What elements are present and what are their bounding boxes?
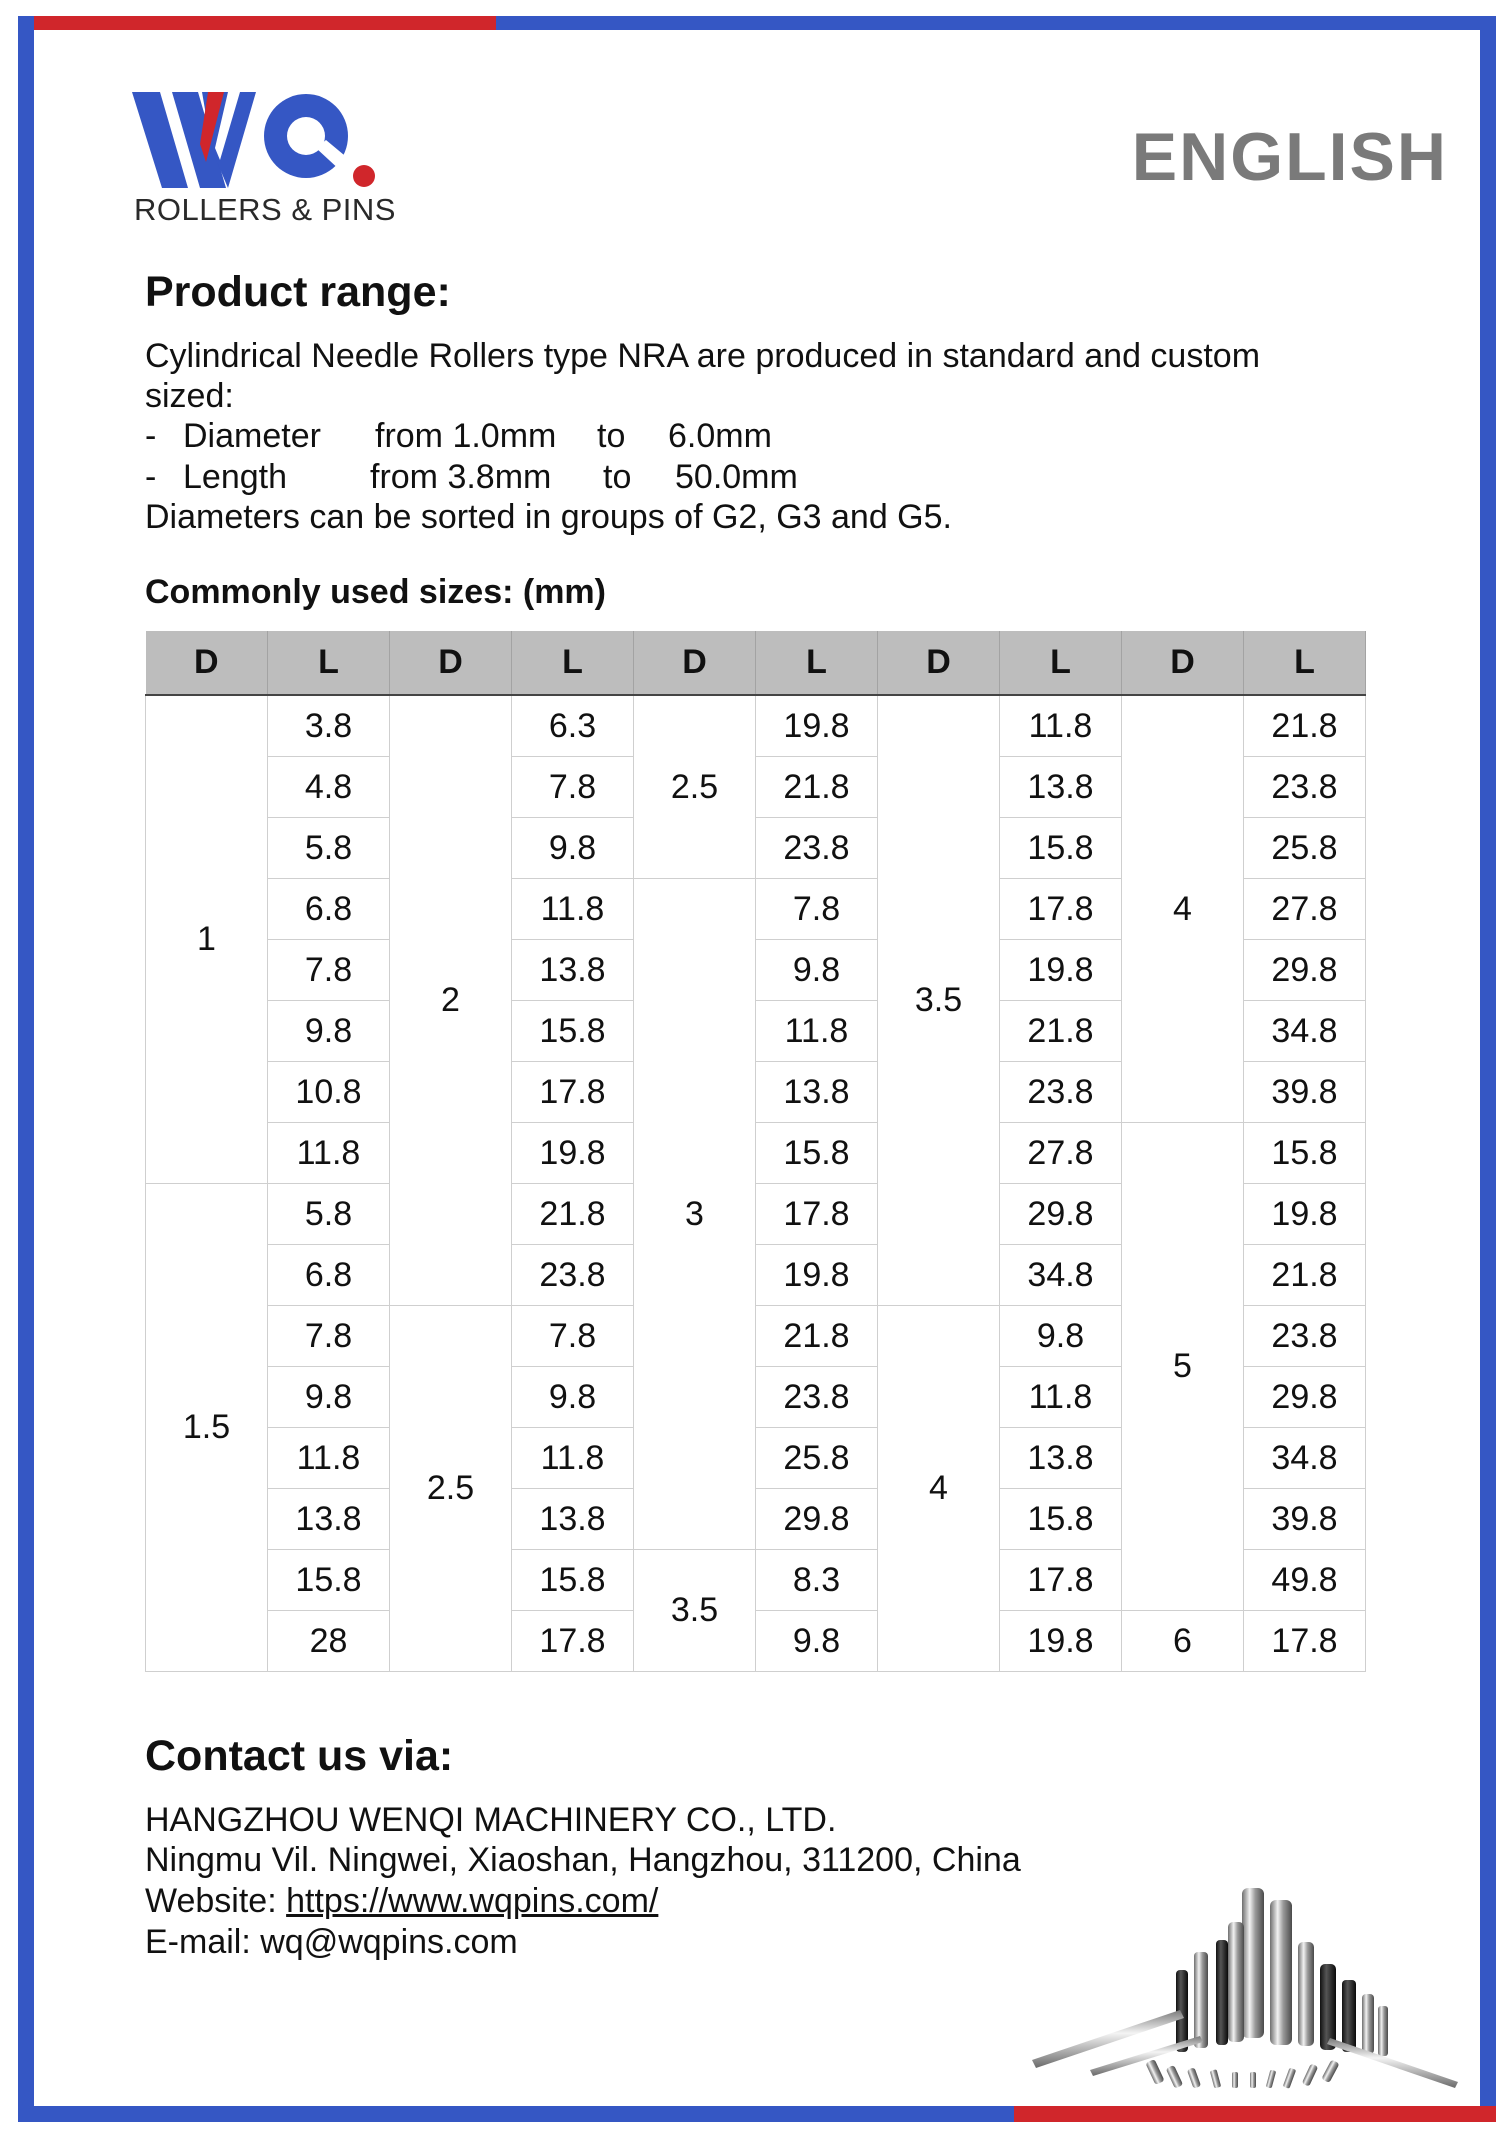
diameter-cell: 6	[1122, 1611, 1244, 1672]
diameter-cell: 2	[390, 695, 512, 1306]
length-cell: 23.8	[512, 1245, 634, 1306]
frame-right-bar	[1480, 16, 1496, 2122]
header-l-1: L	[512, 631, 634, 695]
email-address[interactable]: wq@wqpins.com	[260, 1923, 518, 1961]
length-label: Length	[183, 458, 287, 496]
length-cell: 7.8	[512, 1306, 634, 1367]
length-cell: 17.8	[1000, 1550, 1122, 1611]
diameter-cell: 3	[634, 879, 756, 1550]
company-address: Ningmu Vil. Ningwei, Xiaoshan, Hangzhou, 311200, China	[145, 1841, 1021, 1879]
length-cell: 19.8	[756, 695, 878, 757]
frame-top-blue-bar	[496, 16, 1496, 30]
length-cell: 21.8	[512, 1184, 634, 1245]
length-cell: 17.8	[1000, 879, 1122, 940]
diameter-cell: 1.5	[146, 1184, 268, 1672]
sizes-table	[145, 631, 1366, 1672]
length-cell: 23.8	[756, 1367, 878, 1428]
frame-bottom-blue-bar	[18, 2106, 1014, 2122]
length-max: 50.0mm	[675, 458, 798, 496]
length-cell: 27.8	[1244, 879, 1366, 940]
length-cell: 5.8	[268, 1184, 390, 1245]
header-l-4: L	[1244, 631, 1366, 695]
length-cell: 13.8	[756, 1062, 878, 1123]
length-cell: 15.8	[512, 1550, 634, 1611]
length-cell: 19.8	[1244, 1184, 1366, 1245]
diameter-dash: -	[145, 417, 157, 455]
length-cell: 21.8	[1244, 1245, 1366, 1306]
length-cell: 11.8	[756, 1001, 878, 1062]
length-cell: 34.8	[1244, 1428, 1366, 1489]
product-intro-line-2: sized:	[145, 377, 234, 415]
length-cell: 15.8	[756, 1123, 878, 1184]
frame-left-bar	[18, 16, 34, 2122]
length-cell: 4.8	[268, 757, 390, 818]
website-link[interactable]: https://www.wqpins.com/	[286, 1882, 659, 1920]
length-cell: 15.8	[512, 1001, 634, 1062]
length-cell: 8.3	[756, 1550, 878, 1611]
website-label: Website:	[145, 1882, 287, 1920]
length-cell: 29.8	[1244, 940, 1366, 1001]
length-cell: 25.8	[756, 1428, 878, 1489]
length-cell: 39.8	[1244, 1062, 1366, 1123]
length-cell: 21.8	[756, 1306, 878, 1367]
header-d-1: D	[390, 631, 512, 695]
length-cell: 23.8	[756, 818, 878, 879]
product-intro-line-1: Cylindrical Needle Rollers type NRA are produced in standard and custom	[145, 337, 1261, 375]
length-cell: 34.8	[1000, 1245, 1122, 1306]
length-cell: 9.8	[756, 1611, 878, 1672]
length-cell: 19.8	[512, 1123, 634, 1184]
contact-heading: Contact us via:	[145, 1732, 454, 1780]
sizes-header-row	[146, 631, 1366, 695]
language-label: ENGLISH	[1131, 119, 1448, 195]
length-cell: 6.8	[268, 1245, 390, 1306]
diameter-cell: 5	[1122, 1123, 1244, 1611]
length-to: to	[603, 458, 632, 496]
length-cell: 11.8	[1000, 1367, 1122, 1428]
length-cell: 21.8	[1244, 695, 1366, 757]
frame-bottom-red-bar	[1014, 2106, 1496, 2122]
diameter-max: 6.0mm	[668, 417, 772, 455]
length-cell: 9.8	[268, 1001, 390, 1062]
logo-tagline: ROLLERS & PINS	[134, 192, 396, 227]
length-cell: 15.8	[268, 1550, 390, 1611]
diameter-cell: 2.5	[634, 695, 756, 879]
header-l-3: L	[1000, 631, 1122, 695]
length-cell: 3.8	[268, 695, 390, 757]
length-cell: 7.8	[268, 1306, 390, 1367]
length-cell: 27.8	[1000, 1123, 1122, 1184]
needle-rollers-image	[1030, 1860, 1470, 2100]
length-cell: 13.8	[1000, 757, 1122, 818]
length-cell: 28	[268, 1611, 390, 1672]
length-cell: 6.3	[512, 695, 634, 757]
length-cell: 10.8	[268, 1062, 390, 1123]
diameter-cell: 3.5	[878, 695, 1000, 1306]
product-range-heading: Product range:	[145, 268, 451, 316]
length-cell: 13.8	[1000, 1428, 1122, 1489]
length-cell: 9.8	[512, 1367, 634, 1428]
header-l-2: L	[756, 631, 878, 695]
length-cell: 15.8	[1244, 1123, 1366, 1184]
length-cell: 19.8	[1000, 1611, 1122, 1672]
header-d-0: D	[146, 631, 268, 695]
length-cell: 17.8	[1244, 1611, 1366, 1672]
length-cell: 7.8	[512, 757, 634, 818]
sorting-note: Diameters can be sorted in groups of G2, G3 and G5.	[145, 498, 952, 536]
diameter-from: from 1.0mm	[375, 417, 557, 455]
length-cell: 11.8	[512, 1428, 634, 1489]
length-cell: 23.8	[1000, 1062, 1122, 1123]
length-cell: 7.8	[756, 879, 878, 940]
length-cell: 11.8	[1000, 695, 1122, 757]
length-cell: 29.8	[1000, 1184, 1122, 1245]
table-row	[146, 1611, 1366, 1672]
length-cell: 11.8	[268, 1428, 390, 1489]
length-cell: 19.8	[756, 1245, 878, 1306]
length-cell: 21.8	[1000, 1001, 1122, 1062]
header-d-4: D	[1122, 631, 1244, 695]
diameter-to: to	[597, 417, 626, 455]
table-row	[146, 695, 1366, 757]
length-cell: 17.8	[756, 1184, 878, 1245]
length-cell: 15.8	[1000, 818, 1122, 879]
email-line	[145, 1922, 518, 1962]
sizes-body	[146, 695, 1366, 1672]
length-cell: 23.8	[1244, 1306, 1366, 1367]
length-cell: 11.8	[268, 1123, 390, 1184]
length-cell: 34.8	[1244, 1001, 1366, 1062]
company-name: HANGZHOU WENQI MACHINERY CO., LTD.	[145, 1801, 837, 1839]
length-dash: -	[145, 458, 157, 496]
length-cell: 13.8	[512, 1489, 634, 1550]
length-cell: 9.8	[268, 1367, 390, 1428]
diameter-label: Diameter	[183, 417, 321, 455]
diameter-cell: 4	[878, 1306, 1000, 1672]
email-label: E-mail:	[145, 1923, 261, 1961]
length-cell: 13.8	[268, 1489, 390, 1550]
length-from: from 3.8mm	[370, 458, 552, 496]
length-cell: 11.8	[512, 879, 634, 940]
diameter-cell: 4	[1122, 695, 1244, 1123]
header-l-0: L	[268, 631, 390, 695]
length-cell: 49.8	[1244, 1550, 1366, 1611]
length-cell: 15.8	[1000, 1489, 1122, 1550]
length-cell: 9.8	[1000, 1306, 1122, 1367]
header-d-2: D	[634, 631, 756, 695]
diameter-cell: 2.5	[390, 1306, 512, 1672]
length-cell: 6.8	[268, 879, 390, 940]
length-cell: 13.8	[512, 940, 634, 1001]
diameter-cell: 3.5	[634, 1550, 756, 1672]
length-cell: 29.8	[1244, 1367, 1366, 1428]
length-cell: 21.8	[756, 757, 878, 818]
length-cell: 5.8	[268, 818, 390, 879]
length-cell: 19.8	[1000, 940, 1122, 1001]
website-line	[145, 1881, 658, 1921]
length-cell: 25.8	[1244, 818, 1366, 879]
length-cell: 29.8	[756, 1489, 878, 1550]
length-cell: 17.8	[512, 1062, 634, 1123]
sizes-heading: Commonly used sizes: (mm)	[145, 573, 606, 611]
length-cell: 7.8	[268, 940, 390, 1001]
length-cell: 9.8	[756, 940, 878, 1001]
diameter-cell: 1	[146, 695, 268, 1184]
frame-top-red-bar	[18, 16, 496, 30]
length-cell: 9.8	[512, 818, 634, 879]
table-row	[146, 1123, 1366, 1184]
length-cell: 17.8	[512, 1611, 634, 1672]
length-cell: 39.8	[1244, 1489, 1366, 1550]
header-d-3: D	[878, 631, 1000, 695]
length-cell: 23.8	[1244, 757, 1366, 818]
